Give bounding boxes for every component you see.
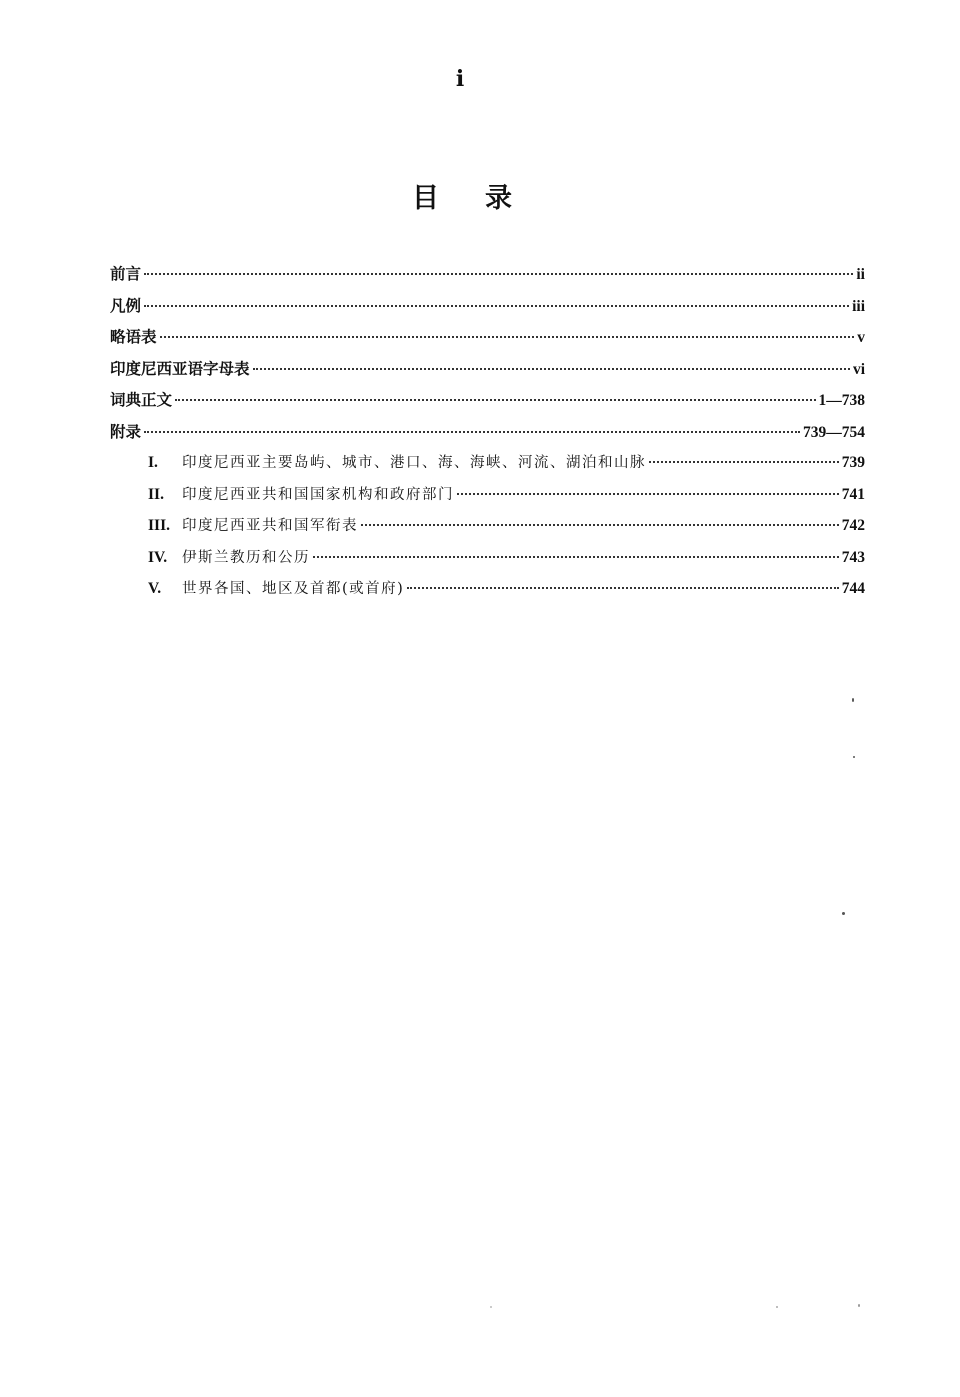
- appendix-numeral: V.: [148, 580, 162, 597]
- page-title-char-2: 录: [485, 183, 512, 214]
- toc-entry-label: 略语表: [110, 328, 157, 346]
- appendix-page: 743: [841, 548, 865, 566]
- dot-leader: [457, 493, 839, 495]
- toc-entry-dictionary[interactable]: [110, 388, 865, 420]
- page-number: i: [455, 66, 465, 92]
- scan-speck: [852, 698, 854, 702]
- dot-leader: [144, 431, 800, 433]
- toc-entry-abbreviations[interactable]: [110, 325, 865, 357]
- toc-entry-page: iii: [852, 297, 865, 315]
- dot-leader: [144, 273, 853, 275]
- toc-entry-label: 印度尼西亚语字母表: [110, 359, 250, 378]
- toc-appendix-entry-3[interactable]: [110, 514, 865, 546]
- dot-leader: [144, 305, 849, 307]
- toc-entry-page: 1—738: [818, 392, 865, 409]
- scan-speck: [490, 1306, 492, 1308]
- page-title-char-1: 目: [412, 183, 439, 214]
- toc-entry-page: v: [857, 329, 865, 346]
- toc-entry-preface[interactable]: [110, 262, 865, 294]
- toc-entry-label: 凡例: [110, 296, 142, 315]
- scan-speck: [858, 1304, 860, 1307]
- toc-entry-page: vi: [852, 360, 865, 378]
- scan-speck: [853, 756, 855, 758]
- toc-appendix-entry-4[interactable]: [110, 546, 865, 578]
- toc-entry-label: 附录: [110, 422, 142, 441]
- scan-speck: [776, 1306, 778, 1308]
- appendix-label: 伊斯兰教历和公历: [182, 549, 310, 566]
- appendix-label: 印度尼西亚共和国国家机构和政府部门: [182, 486, 454, 503]
- toc-entry-guide[interactable]: [110, 294, 865, 326]
- appendix-page: 742: [841, 517, 865, 534]
- toc-appendix-entry-1[interactable]: [110, 451, 865, 483]
- appendix-numeral: III.: [148, 517, 170, 534]
- toc-entry-appendix[interactable]: [110, 420, 865, 452]
- dot-leader: [361, 524, 839, 526]
- toc-entry-page: 739—754: [803, 423, 865, 441]
- appendix-label: 世界各国、地区及首都(或首府): [182, 581, 405, 597]
- appendix-page: 741: [841, 485, 865, 503]
- page-title: [412, 176, 512, 215]
- toc-entry-label: 词典正文: [110, 391, 173, 409]
- dot-leader: [175, 399, 815, 401]
- appendix-page: 744: [841, 580, 865, 597]
- appendix-page: 739: [841, 454, 865, 471]
- appendix-label: 印度尼西亚主要岛屿、城市、港口、海、海峡、河流、湖泊和山脉: [182, 455, 646, 471]
- toc-entry-label: 前言: [110, 265, 142, 283]
- appendix-numeral: II.: [148, 485, 164, 503]
- table-of-contents: [110, 262, 865, 609]
- dot-leader: [407, 587, 838, 589]
- appendix-label: 印度尼西亚共和国军衔表: [182, 518, 358, 534]
- appendix-numeral: IV.: [148, 548, 168, 566]
- toc-appendix-entry-5[interactable]: [110, 577, 865, 609]
- toc-entry-page: ii: [856, 266, 865, 283]
- dot-leader: [649, 461, 839, 463]
- dot-leader: [253, 368, 850, 370]
- dot-leader: [160, 336, 855, 338]
- dot-leader: [313, 556, 839, 558]
- appendix-numeral: I.: [148, 454, 158, 471]
- toc-appendix-entry-2[interactable]: [110, 483, 865, 515]
- scan-speck: [842, 912, 845, 915]
- toc-entry-alphabet[interactable]: [110, 357, 865, 389]
